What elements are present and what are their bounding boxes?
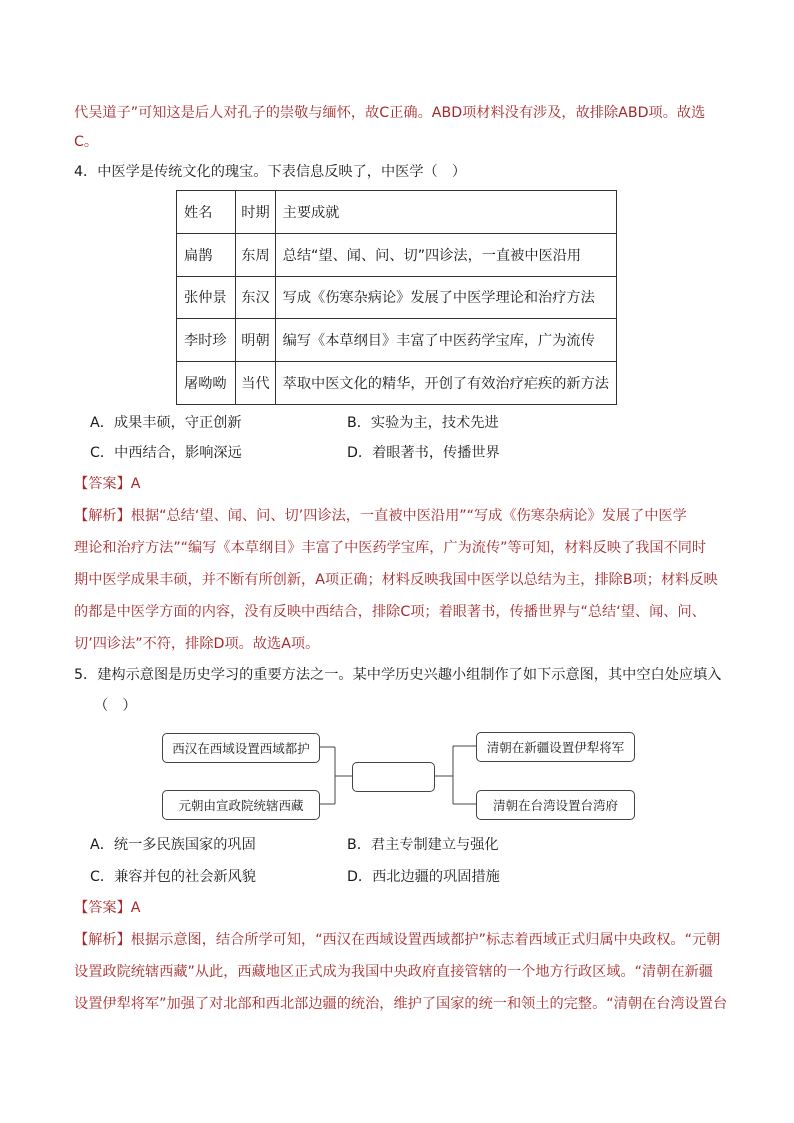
analysis-label: 【解析】 (74, 508, 131, 524)
table-cell: 写成《伤寒杂病论》发展了中医学理论和治疗方法 (275, 276, 616, 319)
table-cell: 东周 (236, 233, 275, 276)
table-header-cell: 姓名 (177, 191, 236, 234)
q5-option-c[interactable]: C．兼容并包的社会新风貌 (90, 869, 256, 885)
q4-analysis-line-4: 的都是中医学方面的内容，没有反映中西结合，排除C项；着眼著书，传播世界与“总结‘望、闻、问、 (74, 604, 706, 620)
q5-stem: 5．建构示意图是历史学习的重要方法之一。某中学历史兴趣小组制作了如下示意图，其中空白处应填入 (74, 667, 722, 683)
diagram-box-qing-taiwan: 清朝在台湾设置台湾府 (476, 790, 635, 820)
table-cell: 萃取中医文化的精华，开创了有效治疗疟疾的新方法 (275, 362, 616, 405)
q5-answer (74, 898, 140, 918)
diagram-box-western-han: 西汉在西域设置西域都护 (162, 733, 320, 763)
analysis-text: 根据示意图，结合所学可知，“西汉在西域设置西域都护”标志着西域正式归属中央政权。“元朝 (130, 932, 721, 948)
table-cell: 扁鹊 (177, 233, 236, 276)
prev-analysis-line-1: 代吴道子”可知这是后人对孔子的崇敬与缅怀，故C正确。ABD项材料没有涉及，故排除ABD项。故选 (74, 105, 706, 121)
diagram-blank-box (352, 762, 435, 792)
q5-option-b[interactable]: B．君主专制建立与强化 (347, 837, 499, 853)
table-cell: 张仲景 (177, 276, 236, 319)
q5-option-a[interactable]: A．统一多民族国家的巩固 (90, 837, 256, 853)
table-cell: 李时珍 (177, 319, 236, 362)
table-cell: 东汉 (236, 276, 275, 319)
answer-value: A (130, 476, 141, 492)
diagram-box-yuan-tibet: 元朝由宣政院统辖西藏 (162, 790, 320, 820)
q4-stem: 4．中医学是传统文化的瑰宝。下表信息反映了，中医学（ ） (74, 164, 467, 180)
q5-option-d[interactable]: D．西北边疆的巩固措施 (347, 869, 500, 885)
q4-option-a[interactable]: A．成果丰硕，守正创新 (90, 415, 242, 431)
table-cell: 明朝 (236, 319, 275, 362)
q4-option-b[interactable]: B．实验为主，技术先进 (347, 415, 499, 431)
table-cell: 总结“望、闻、问、切”四诊法，一直被中医沿用 (275, 233, 616, 276)
answer-label: 【答案】 (74, 900, 131, 916)
table-header-cell: 主要成就 (275, 191, 616, 234)
analysis-text: 根据“总结‘望、闻、问、切’四诊法，一直被中医沿用”“写成《伤寒杂病论》发展了中医学 (130, 508, 687, 524)
q5-analysis-line-2: 设置政院统辖西藏”从此，西藏地区正式成为我国中央政府直接管辖的一个地方行政区域。“清朝在新疆 (74, 964, 713, 980)
q5-analysis-line-1 (74, 930, 720, 950)
q5-analysis-line-3: 设置伊犁将军”加强了对北部和西北部边疆的统治，维护了国家的统一和领土的完整。“清朝在台湾设置台 (74, 996, 728, 1012)
q4-analysis-line-3: 期中医学成果丰硕，并不断有所创新，A项正确；材料反映我国中医学以总结为主，排除B项；材料反映 (74, 572, 718, 588)
q4-option-d[interactable]: D．着眼著书，传播世界 (347, 445, 500, 461)
answer-label: 【答案】 (74, 476, 131, 492)
table-header-cell: 时期 (236, 191, 275, 234)
q4-analysis-line-2: 理论和治疗方法”“编写《本草纲目》丰富了中医药学宝库，广为流传”等可知，材料反映了我国不同时 (74, 540, 707, 556)
diagram-box-qing-xinjiang: 清朝在新疆设置伊犁将军 (476, 732, 635, 762)
table-cell: 编写《本草纲目》丰富了中医药学宝库，广为流传 (275, 319, 616, 362)
q4-option-c[interactable]: C．中西结合，影响深远 (90, 445, 242, 461)
q4-analysis-line-5: 切’四诊法”不符，排除D项。故选A项。 (74, 636, 320, 652)
q5-paren: （ ） (94, 698, 137, 714)
analysis-label: 【解析】 (74, 932, 131, 948)
prev-analysis-line-2: C。 (74, 134, 99, 150)
table-cell: 屠呦呦 (177, 362, 236, 405)
table-cell: 当代 (236, 362, 275, 405)
answer-value: A (130, 900, 141, 916)
